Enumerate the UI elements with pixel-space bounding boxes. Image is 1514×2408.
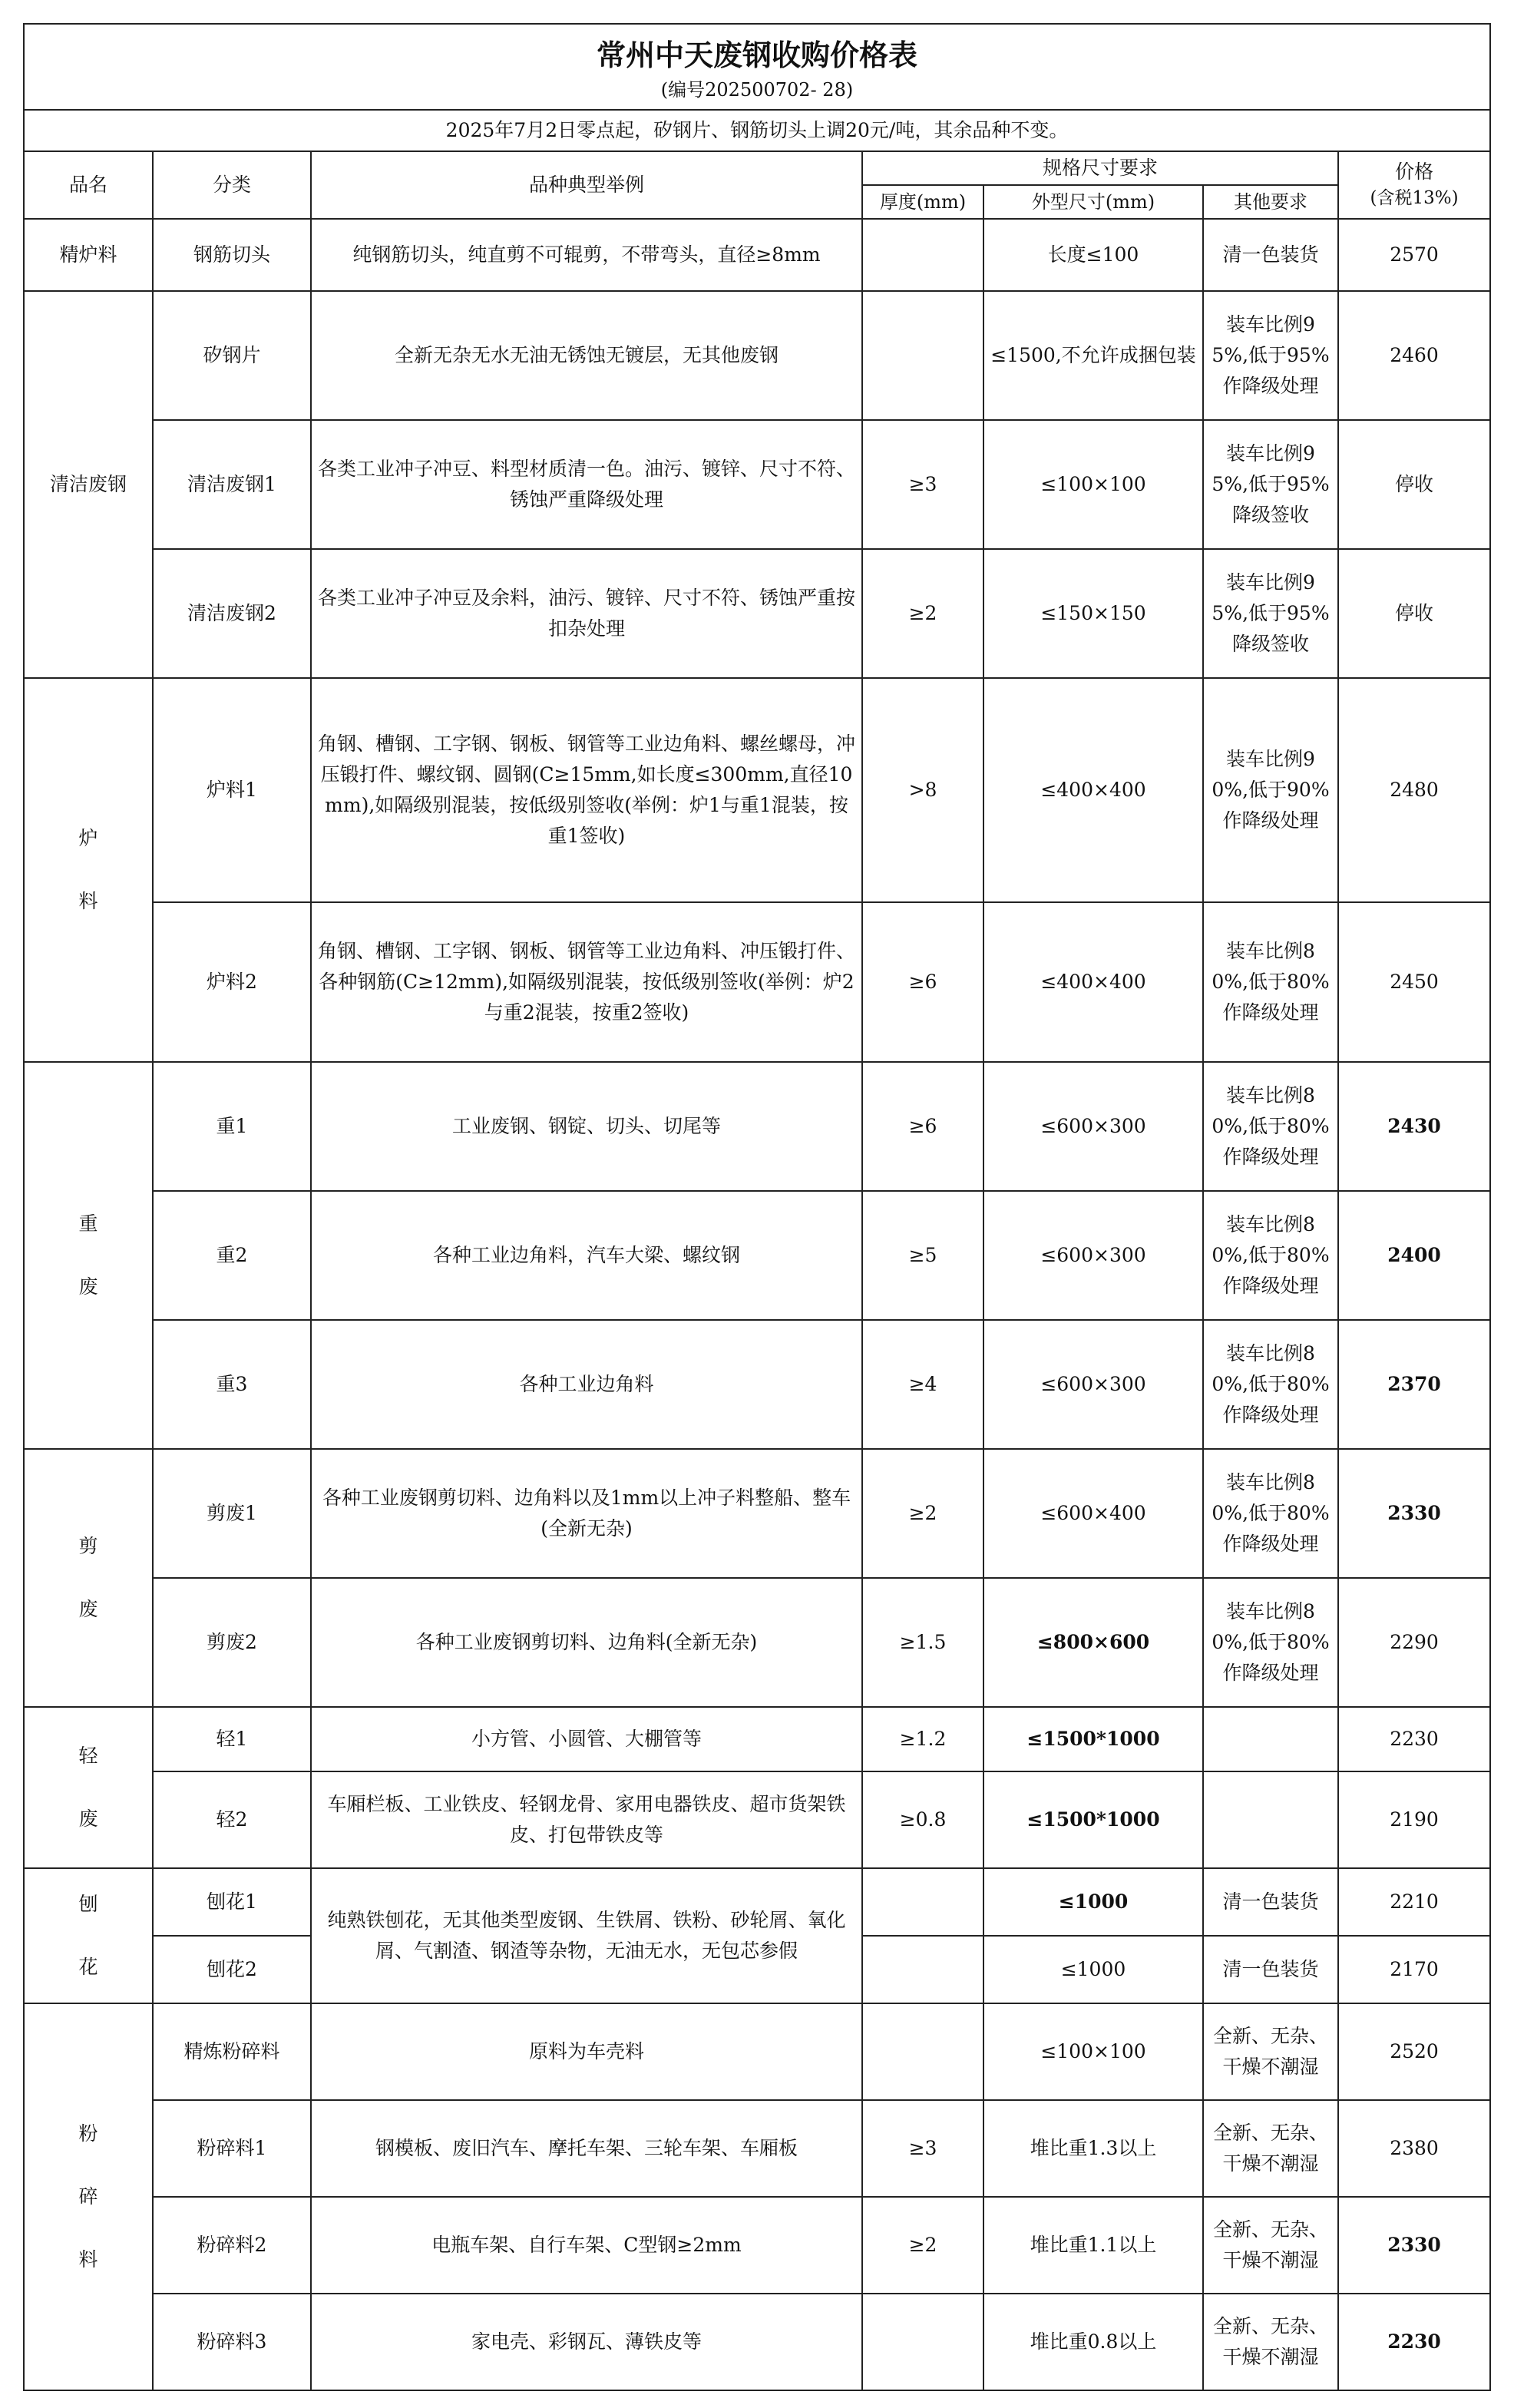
row-thickness [862,219,983,291]
group-char: 料 [78,2248,98,2271]
row-size: ≤400×400 [983,902,1203,1062]
group-char: 炉 [78,827,98,849]
row-size: ≤100×100 [983,420,1203,549]
row-price: 2520 [1338,2003,1490,2100]
row-price: 2190 [1338,1771,1490,1868]
row-thickness: ≥2 [862,1449,983,1578]
table-row [24,291,1490,420]
row-price: 2330 [1338,1449,1490,1578]
group-char: 粉 [78,2122,98,2145]
row-size: ≤1500*1000 [983,1707,1203,1771]
group-char: 重 [78,1212,98,1235]
group-char: 刨 [78,1893,98,1915]
row-thickness: ≥6 [862,902,983,1062]
row-desc: 纯熟铁刨花，无其他类型废钢、生铁屑、铁粉、砂轮屑、氧化屑、气割渣、钢渣等杂物，无油无水，无包芯参假 [311,1868,862,2003]
row-desc: 钢模板、废旧汽车、摩托车架、三轮车架、车厢板 [311,2100,862,2197]
row-category: 轻2 [153,1771,311,1868]
row-other: 装车比例80%,低于80%作降级处理 [1203,1449,1338,1578]
row-thickness: ≥2 [862,2197,983,2294]
row-size: ≤1000 [983,1936,1203,2003]
table-row [24,2197,1490,2294]
header-price [1338,151,1490,219]
row-other: 清一色装货 [1203,1868,1338,1936]
group-char: 碎 [78,2185,98,2208]
row-thickness: ≥2 [862,549,983,678]
row-size: ≤600×300 [983,1062,1203,1191]
row-other: 装车比例80%,低于80%作降级处理 [1203,1320,1338,1449]
table-row [24,678,1490,902]
table-row [24,420,1490,549]
row-size: ≤600×300 [983,1320,1203,1449]
table-row [24,1771,1490,1868]
row-desc: 各种工业废钢剪切料、边角料(全新无杂) [311,1578,862,1707]
header-category: 分类 [153,151,311,219]
row-desc: 小方管、小圆管、大棚管等 [311,1707,862,1771]
group-name [24,2003,153,2390]
document-number: (编号202500702- 28) [660,79,854,101]
row-category: 重3 [153,1320,311,1449]
row-other: 装车比例80%,低于80%作降级处理 [1203,1191,1338,1320]
row-category: 钢筋切头 [153,219,311,291]
row-desc: 各种工业边角料，汽车大梁、螺纹钢 [311,1191,862,1320]
row-other: 装车比例90%,低于90%作降级处理 [1203,678,1338,902]
header-size: 外型尺寸(mm) [983,185,1203,219]
title-row [24,24,1490,110]
row-desc: 角钢、槽钢、工字钢、钢板、钢管等工业边角料、螺丝螺母，冲压锻打件、螺纹钢、圆钢(C≥15mm,如长度≤300mm,直径10mm),如隔级别混装，按低级别签收(举例：炉1与重1混装，按重1签收) [311,678,862,902]
row-other: 装车比例95%,低于95%作降级处理 [1203,291,1338,420]
row-price: 2210 [1338,1868,1490,1936]
row-category: 粉碎料1 [153,2100,311,2197]
header-name: 品名 [24,151,153,219]
row-other [1203,1771,1338,1868]
row-desc: 角钢、槽钢、工字钢、钢板、钢管等工业边角料、冲压锻打件、各种钢筋(C≥12mm),如隔级别混装，按低级别签收(举例：炉2与重2混装，按重2签收) [311,902,862,1062]
row-size: ≤1500*1000 [983,1771,1203,1868]
row-desc: 工业废钢、钢锭、切头、切尾等 [311,1062,862,1191]
row-price: 停收 [1338,549,1490,678]
row-desc: 电瓶车架、自行车架、C型钢≥2mm [311,2197,862,2294]
title-cell [24,24,1490,110]
group-char: 轻 [78,1745,98,1767]
table-row [24,1707,1490,1771]
header-price-note: (含税13%) [1370,188,1459,208]
group-name [24,678,153,1062]
row-price: 2380 [1338,2100,1490,2197]
row-thickness [862,291,983,420]
row-price: 2230 [1338,2294,1490,2390]
row-other: 清一色装货 [1203,219,1338,291]
row-thickness: ≥5 [862,1191,983,1320]
header-other: 其他要求 [1203,185,1338,219]
row-other: 全新、无杂、干燥不潮湿 [1203,2100,1338,2197]
row-category: 粉碎料3 [153,2294,311,2390]
row-thickness: ≥0.8 [862,1771,983,1868]
row-category: 轻1 [153,1707,311,1771]
row-price: 停收 [1338,420,1490,549]
row-size: 长度≤100 [983,219,1203,291]
group-char: 废 [78,1808,98,1830]
table-row [24,1578,1490,1707]
row-size: 堆比重1.1以上 [983,2197,1203,2294]
table-row [24,2003,1490,2100]
row-size: ≤100×100 [983,2003,1203,2100]
group-name [24,1062,153,1449]
row-price: 2460 [1338,291,1490,420]
row-other: 全新、无杂、干燥不潮湿 [1203,2197,1338,2294]
row-thickness: ≥4 [862,1320,983,1449]
table-row [24,1320,1490,1449]
row-category: 矽钢片 [153,291,311,420]
row-price: 2480 [1338,678,1490,902]
row-desc: 各类工业冲子冲豆及余料，油污、镀锌、尺寸不符、锈蚀严重按扣杂处理 [311,549,862,678]
row-size: 堆比重1.3以上 [983,2100,1203,2197]
group-name [24,1868,153,2003]
row-other: 装车比例95%,低于95%降级签收 [1203,420,1338,549]
group-name [24,1707,153,1868]
table-row [24,2294,1490,2390]
row-thickness: ≥1.2 [862,1707,983,1771]
group-name: 清洁废钢 [24,291,153,678]
table-row [24,1191,1490,1320]
row-size: ≤150×150 [983,549,1203,678]
row-category: 剪废2 [153,1578,311,1707]
row-other: 装车比例80%,低于80%作降级处理 [1203,902,1338,1062]
row-price: 2400 [1338,1191,1490,1320]
row-price: 2290 [1338,1578,1490,1707]
row-category: 炉料1 [153,678,311,902]
row-desc: 家电壳、彩钢瓦、薄铁皮等 [311,2294,862,2390]
group-name: 精炉料 [24,219,153,291]
row-category: 粉碎料2 [153,2197,311,2294]
row-size: ≤1000 [983,1868,1203,1936]
row-other: 装车比例80%,低于80%作降级处理 [1203,1578,1338,1707]
row-desc: 各种工业废钢剪切料、边角料以及1mm以上冲子料整船、整车(全新无杂) [311,1449,862,1578]
header-price-label: 价格 [1395,160,1434,183]
row-category: 刨花1 [153,1868,311,1936]
row-price: 2370 [1338,1320,1490,1449]
row-price: 2170 [1338,1936,1490,2003]
row-desc: 各类工业冲子冲豆、料型材质清一色。油污、镀锌、尺寸不符、锈蚀严重降级处理 [311,420,862,549]
table-row [24,549,1490,678]
table-row [24,2100,1490,2197]
row-desc: 全新无杂无水无油无锈蚀无镀层，无其他废钢 [311,291,862,420]
row-category: 刨花2 [153,1936,311,2003]
row-size: ≤600×300 [983,1191,1203,1320]
row-thickness: ≥6 [862,1062,983,1191]
row-category: 炉料2 [153,902,311,1062]
row-thickness: ≥3 [862,2100,983,2197]
row-thickness [862,1868,983,1936]
row-thickness [862,2003,983,2100]
price-table [23,23,1491,2391]
row-price: 2430 [1338,1062,1490,1191]
row-thickness [862,2294,983,2390]
row-other: 全新、无杂、干燥不潮湿 [1203,2003,1338,2100]
group-name [24,1449,153,1707]
header-examples: 品种典型举例 [311,151,862,219]
row-size: ≤600×400 [983,1449,1203,1578]
row-other: 装车比例80%,低于80%作降级处理 [1203,1062,1338,1191]
row-desc: 车厢栏板、工业铁皮、轻钢龙骨、家用电器铁皮、超市货架铁皮、打包带铁皮等 [311,1771,862,1868]
row-size: ≤400×400 [983,678,1203,902]
row-category: 精炼粉碎料 [153,2003,311,2100]
header-spec: 规格尺寸要求 [862,151,1338,185]
header-thickness: 厚度(mm) [862,185,983,219]
table-row [24,902,1490,1062]
row-price: 2330 [1338,2197,1490,2294]
table-row [24,1868,1490,1936]
notice-row [24,110,1490,151]
row-thickness: >8 [862,678,983,902]
row-other: 全新、无杂、干燥不潮湿 [1203,2294,1338,2390]
row-thickness: ≥1.5 [862,1578,983,1707]
row-category: 清洁废钢1 [153,420,311,549]
header-row-1 [24,151,1490,185]
page-title: 常州中天废钢收购价格表 [597,38,918,72]
row-category: 剪废1 [153,1449,311,1578]
group-char: 剪 [78,1535,98,1557]
row-thickness: ≥3 [862,420,983,549]
row-other: 装车比例95%,低于95%降级签收 [1203,549,1338,678]
row-other: 清一色装货 [1203,1936,1338,2003]
row-desc: 各种工业边角料 [311,1320,862,1449]
row-price: 2570 [1338,219,1490,291]
group-char: 废 [78,1598,98,1620]
row-price: 2230 [1338,1707,1490,1771]
group-char: 废 [78,1275,98,1298]
price-sheet [23,23,1489,2391]
table-row [24,1062,1490,1191]
row-category: 清洁废钢2 [153,549,311,678]
row-category: 重2 [153,1191,311,1320]
group-char: 花 [78,1956,98,1978]
group-char: 料 [78,890,98,912]
table-row [24,1449,1490,1578]
row-desc: 原料为车壳料 [311,2003,862,2100]
row-size: ≤800×600 [983,1578,1203,1707]
row-price: 2450 [1338,902,1490,1062]
row-size: 堆比重0.8以上 [983,2294,1203,2390]
table-row [24,219,1490,291]
notice-text: 2025年7月2日零点起，矽钢片、钢筋切头上调20元/吨，其余品种不变。 [24,110,1490,151]
row-category: 重1 [153,1062,311,1191]
row-size: ≤1500,不允许成捆包装 [983,291,1203,420]
row-thickness [862,1936,983,2003]
row-other [1203,1707,1338,1771]
row-desc: 纯钢筋切头，纯直剪不可辊剪，不带弯头，直径≥8mm [311,219,862,291]
